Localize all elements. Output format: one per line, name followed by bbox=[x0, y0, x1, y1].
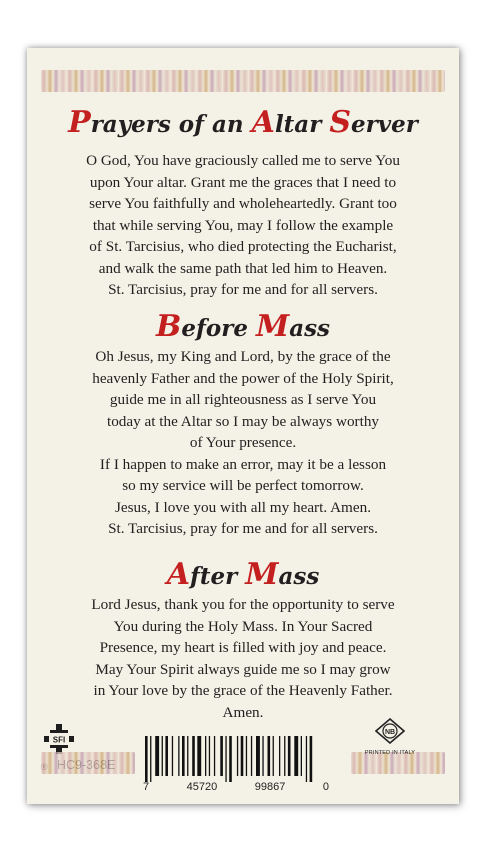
barcode-bar bbox=[155, 736, 159, 776]
barcode-bar bbox=[310, 736, 313, 782]
barcode-bar bbox=[162, 736, 163, 776]
heading-text: fter bbox=[189, 563, 246, 590]
barcode-bar bbox=[268, 736, 271, 776]
prayer-line: Jesus, I love you with all my heart. Amen. bbox=[114, 498, 372, 516]
heading-initial: M bbox=[245, 557, 279, 592]
sfi-logo-icon bbox=[43, 723, 75, 755]
prayer-line: today at the Altar so I may be always worthy bbox=[106, 412, 380, 430]
barcode-bar bbox=[209, 736, 210, 776]
title-text-2: ltar bbox=[274, 111, 330, 138]
barcode-bar bbox=[145, 736, 148, 782]
prayer-line: of St. Tarcisius, who died protecting the Eucharist, bbox=[89, 238, 397, 255]
prayer-line: upon Your altar. Grant me the graces that I need to bbox=[89, 173, 397, 191]
heading-initial: M bbox=[255, 309, 290, 344]
barcode-bar bbox=[192, 736, 195, 776]
ornamental-border-top bbox=[41, 70, 445, 92]
prayer-card bbox=[27, 48, 459, 804]
barcode-bar bbox=[214, 736, 215, 776]
barcode-bar bbox=[284, 736, 285, 776]
prayer-line: St. Tarcisius, pray for me and for all servers. bbox=[108, 281, 378, 298]
barcode-digit-group: 99867 bbox=[254, 781, 286, 793]
barcode-digits bbox=[143, 781, 329, 793]
after-mass-prayer bbox=[39, 594, 447, 723]
prayer-line: St. Tarcisius, pray for me and for all servers. bbox=[108, 520, 378, 537]
prayer-line: serve You faithfully and wholeheartedly. Grant too bbox=[89, 195, 397, 212]
nb-seal-icon bbox=[375, 718, 405, 744]
barcode-bar bbox=[220, 736, 223, 776]
prayer-line: Presence, my heart is filled with joy and peace. bbox=[99, 639, 387, 656]
prayer-line: in Your love by the grace of the Heavenly Father. bbox=[93, 682, 393, 699]
heading-text: ass bbox=[289, 315, 331, 342]
barcode-bar bbox=[182, 736, 185, 776]
printed-in-italy: PRINTED IN ITALY bbox=[364, 750, 416, 756]
prayer-line: that while serving You, may I follow the example bbox=[92, 216, 394, 234]
heading-text: ass bbox=[278, 563, 320, 590]
prayer-line: May Your Spirit always guide me so I may grow bbox=[95, 660, 391, 678]
prayer-line: heavenly Father and the power of the Holy Spirit, bbox=[92, 369, 394, 387]
printer-logo bbox=[355, 718, 425, 756]
heading-initial: B bbox=[155, 309, 182, 344]
barcode-bar bbox=[229, 736, 232, 782]
barcode-bar bbox=[294, 736, 298, 776]
prayer-line: You during the Holy Mass. In Your Sacred bbox=[113, 617, 373, 635]
barcode-bar bbox=[178, 736, 179, 776]
barcode-bar bbox=[262, 736, 263, 776]
barcode-bar bbox=[150, 736, 151, 782]
prayer-line: Oh Jesus, my King and Lord, by the grace of the bbox=[95, 348, 391, 365]
sfi-logo-text: SFI bbox=[52, 735, 66, 745]
after-mass-heading bbox=[27, 558, 459, 591]
title-initial-a: A bbox=[251, 105, 275, 140]
barcode-bar bbox=[246, 736, 247, 776]
barcode-bar bbox=[197, 736, 201, 776]
prayer-line: Lord Jesus, thank you for the opportunity to serve bbox=[91, 596, 395, 613]
barcode-icon bbox=[143, 736, 329, 782]
barcode-bar bbox=[165, 736, 168, 776]
ornamental-border-bottom-left bbox=[41, 752, 135, 774]
title-initial-s: S bbox=[329, 105, 351, 140]
barcode-bar bbox=[301, 736, 302, 776]
before-mass-heading bbox=[27, 310, 459, 343]
prayer-line: O God, You have graciously called me to serve You bbox=[86, 152, 400, 169]
barcode-bar bbox=[288, 736, 291, 776]
intro-prayer bbox=[39, 150, 447, 301]
barcode-digit-group: 7 bbox=[143, 781, 150, 793]
prayer-line: of Your presence. bbox=[189, 434, 297, 451]
barcode-bar bbox=[273, 736, 274, 776]
prayer-line: so my service will be perfect tomorrow. bbox=[122, 477, 364, 494]
title-text-1: rayers of an bbox=[90, 111, 252, 138]
nb-seal-text: NB bbox=[384, 729, 396, 736]
barcode-bar bbox=[237, 736, 238, 776]
barcode-bar bbox=[205, 736, 206, 776]
card-title bbox=[27, 106, 459, 139]
heading-text: efore bbox=[181, 315, 256, 342]
barcode-bar bbox=[256, 736, 260, 776]
title-text-3: erver bbox=[351, 111, 418, 138]
before-mass-prayer bbox=[39, 346, 447, 540]
barcode-digit-group: 45720 bbox=[186, 781, 218, 793]
heading-initial: A bbox=[166, 557, 190, 592]
prayer-line: Amen. bbox=[222, 703, 264, 721]
barcode-bar bbox=[241, 736, 244, 776]
prayer-line: If I happen to make an error, may it be a lesson bbox=[99, 455, 387, 473]
barcode-bar bbox=[225, 736, 226, 782]
barcode-digit-group: 0 bbox=[322, 781, 329, 793]
title-initial-p: P bbox=[68, 105, 91, 140]
barcode-bar bbox=[187, 736, 188, 776]
barcode-bar bbox=[279, 736, 280, 776]
barcode-bar bbox=[172, 736, 173, 776]
prayer-line: guide me in all righteousness as I serve You bbox=[109, 391, 377, 408]
prayer-line: and walk the same path that led him to Heaven. bbox=[98, 259, 388, 277]
barcode-bar bbox=[251, 736, 252, 776]
barcode-bar bbox=[306, 736, 307, 782]
